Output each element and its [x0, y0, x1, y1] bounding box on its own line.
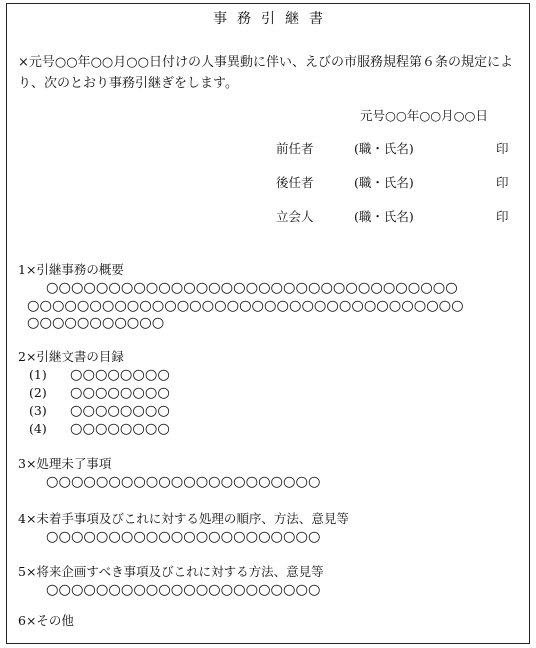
list-item: ○○○○○○○○ [70, 367, 170, 383]
intro-paragraph: ×元号○○年○○月○○日付けの人事異動に伴い、えびの市服務規程第６条の規定により、次のとおり事務引継ぎをします。 [18, 55, 513, 91]
placeholder-text: ○○○○○○○○○○○○○○○○○○○○○○○○○○○○○○○○○ [46, 280, 458, 296]
list-item: ○○○○○○○○ [70, 385, 170, 401]
placeholder-text: ○○○○○○○○○○○○○○○○○○○○○○ [46, 582, 321, 598]
signer-role-successor: 後任者 [276, 175, 314, 190]
section-heading: 1×引継事務の概要 [18, 262, 124, 277]
section-heading: 6×その他 [18, 613, 74, 628]
document-title: 事務引継書 [213, 11, 333, 27]
placeholder-text: ○○○○○○○○○○○○○○○○○○○○○○○○○○○○○○○○○○○ [27, 298, 464, 314]
section-heading: 5×将来企画すべき事項及びこれに対する方法、意見等 [18, 564, 324, 579]
signer-name-successor: (職・氏名) [354, 175, 414, 190]
list-item-number: (4) [29, 421, 47, 436]
list-item-number: (1) [29, 367, 47, 382]
seal-mark: 印 [496, 141, 509, 156]
signer-role-witness: 立会人 [276, 209, 314, 224]
section-heading: 2×引継文書の目録 [18, 349, 124, 364]
signer-name-witness: (職・氏名) [354, 209, 414, 224]
list-item: ○○○○○○○○ [70, 421, 170, 437]
signer-name-predecessor: (職・氏名) [354, 141, 414, 156]
placeholder-text: ○○○○○○○○○○○○○○○○○○○○○○ [46, 474, 321, 490]
placeholder-text: ○○○○○○○○○○○ [27, 315, 165, 331]
signer-role-predecessor: 前任者 [276, 141, 314, 156]
list-item: ○○○○○○○○ [70, 403, 170, 419]
document-date: 元号○○年○○月○○日 [360, 108, 488, 123]
seal-mark: 印 [496, 175, 509, 190]
list-item-number: (3) [29, 403, 47, 418]
section-heading: 4×未着手事項及びこれに対する処理の順序、方法、意見等 [18, 511, 349, 526]
seal-mark: 印 [496, 209, 509, 224]
list-item-number: (2) [29, 385, 47, 400]
placeholder-text: ○○○○○○○○○○○○○○○○○○○○○○ [46, 529, 321, 545]
section-heading: 3×処理未了事項 [18, 456, 112, 471]
